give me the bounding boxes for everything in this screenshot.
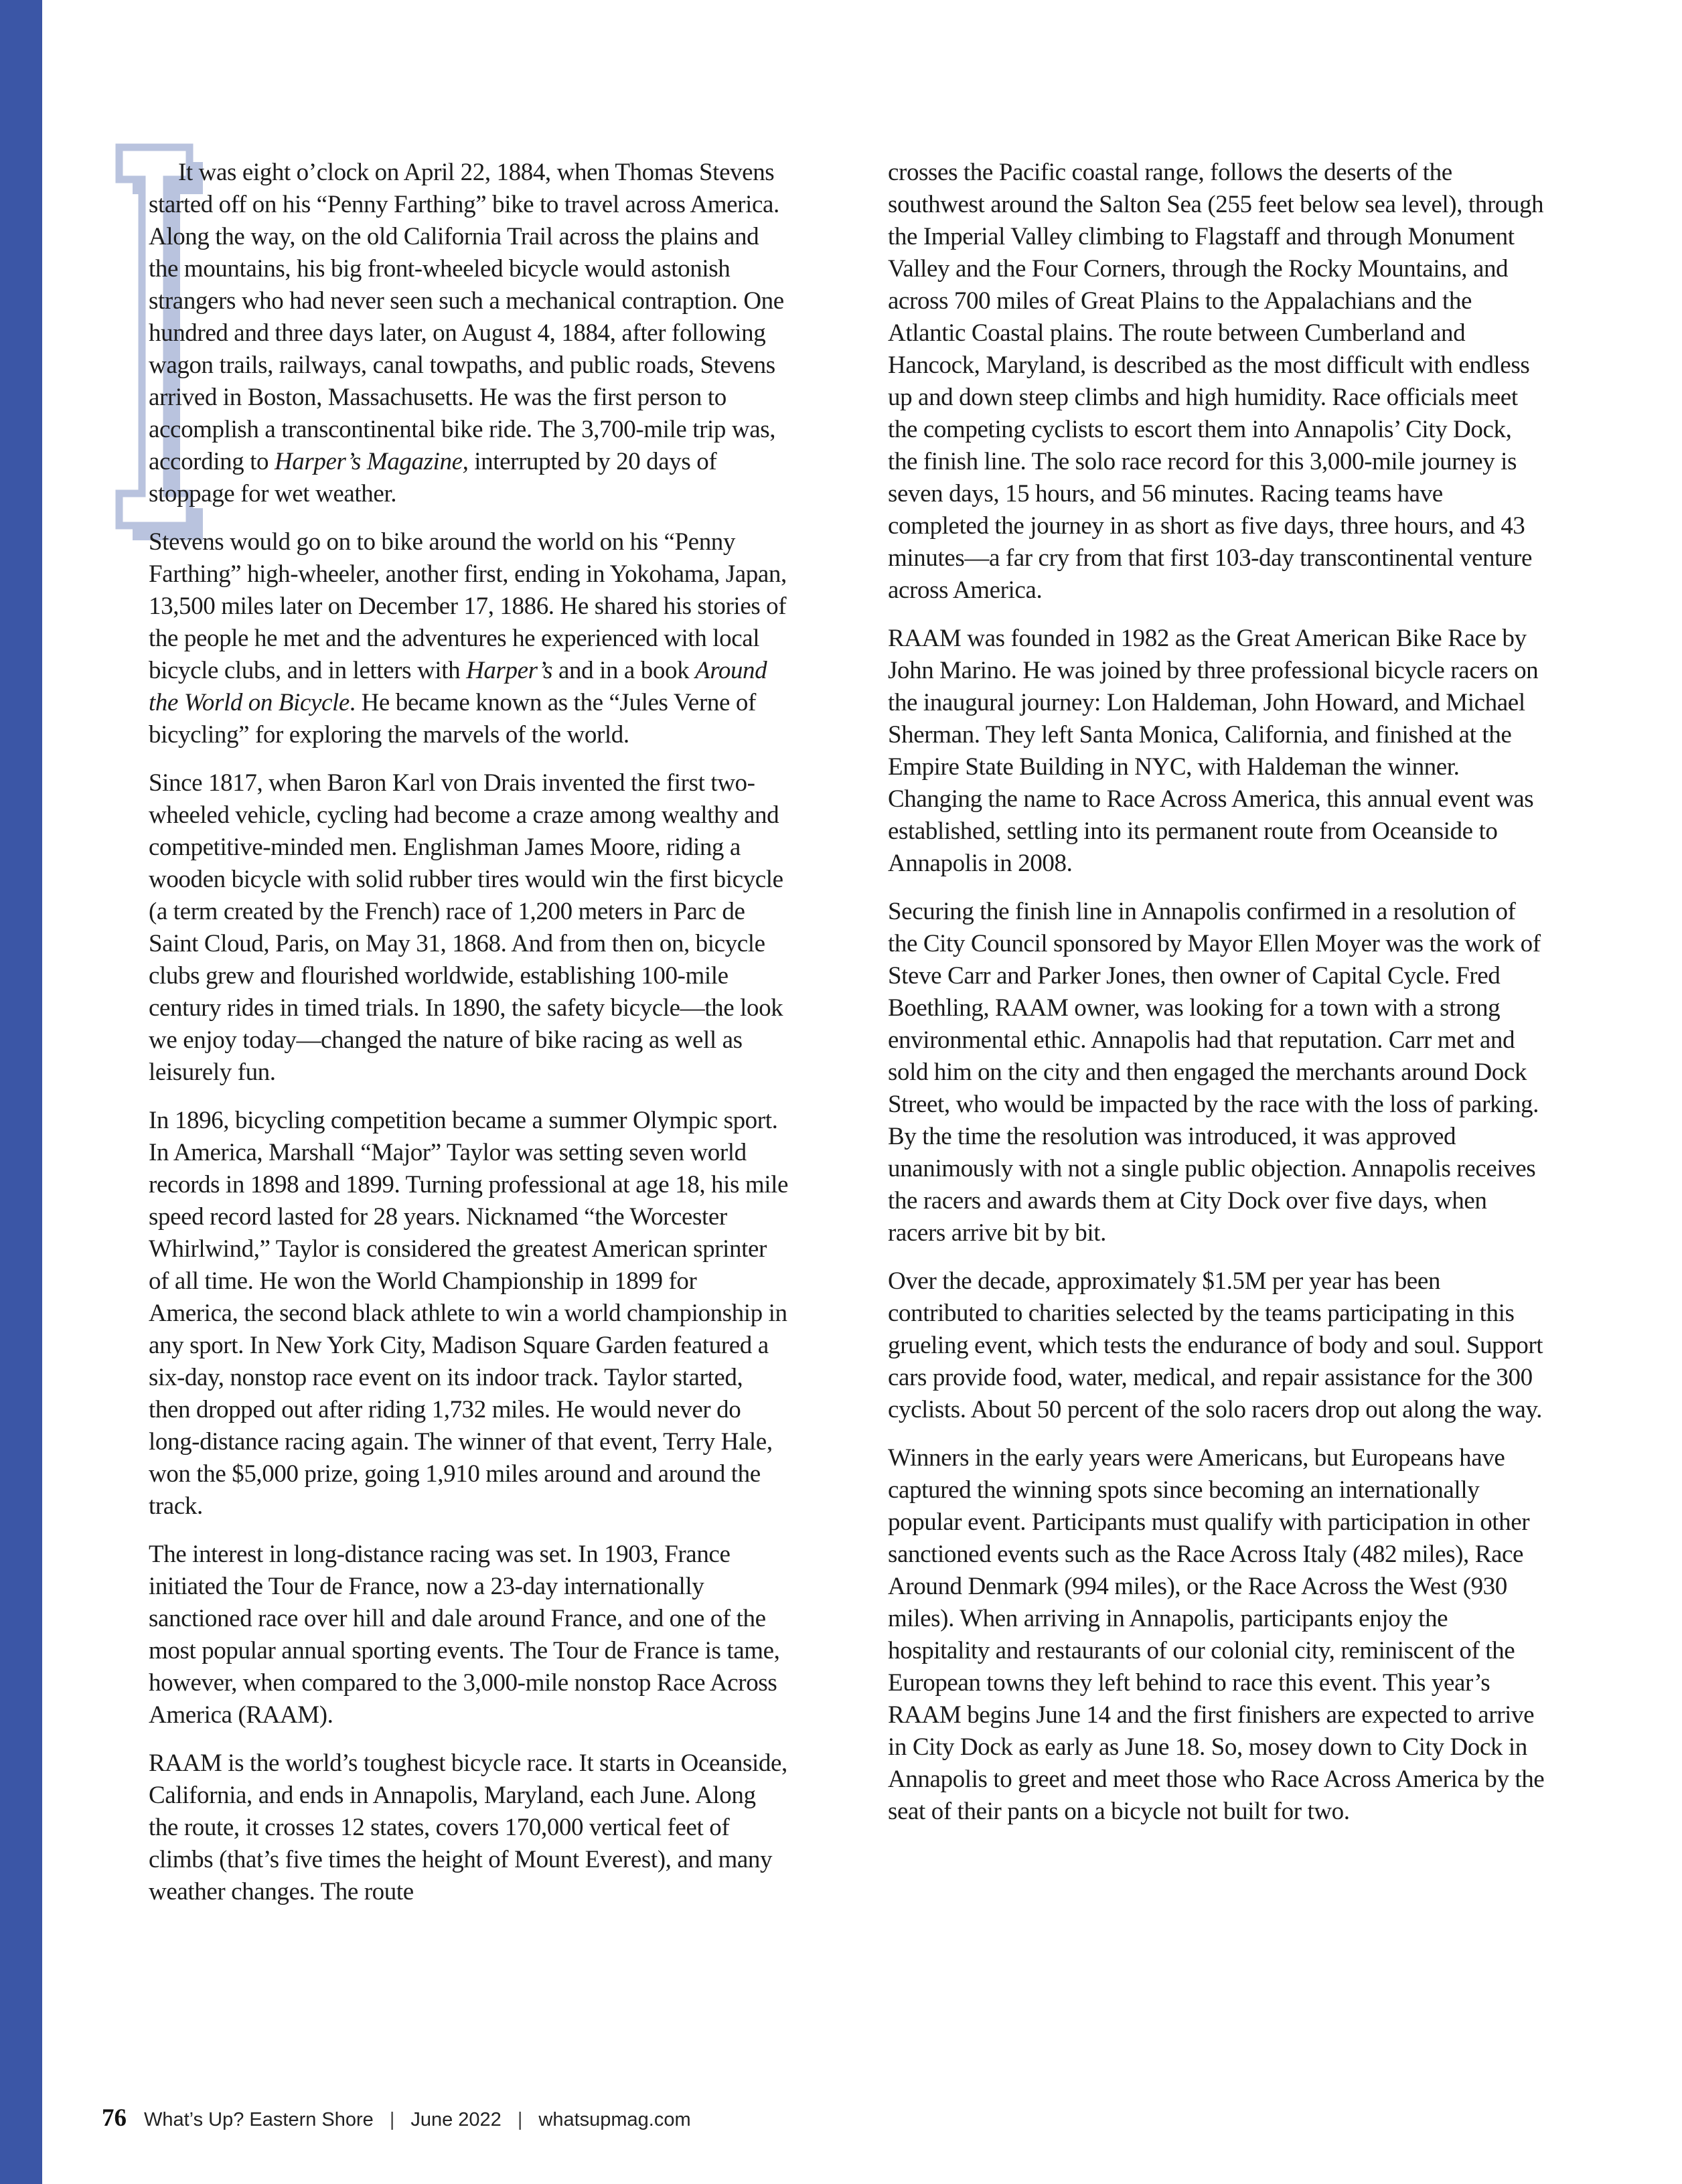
column-right (888, 157, 1547, 1924)
body-paragraph (888, 1265, 1547, 1426)
text-run: Stevens would go on to bike around the world on his “Penny Farthing” high-wheeler, another first, ending in Yokohama, Japan, 13,500 miles later on December 17, 1886. He shared his stories of the people he met and the adventures he experienced with local bicycle clubs, and in letters with (149, 528, 787, 684)
body-paragraph (888, 623, 1547, 880)
footer-separator: | (517, 2109, 523, 2130)
column-left (149, 157, 790, 1924)
footer-issue-date: June 2022 (410, 2109, 502, 2130)
body-paragraph (149, 1539, 790, 1731)
page-number: 76 (102, 2104, 127, 2132)
text-run: . He became known as the “Jules Verne of bicycling” for exploring the marvels of the world. (149, 689, 756, 749)
body-paragraph (149, 1747, 790, 1908)
text-run: Securing the finish line in Annapolis confirmed in a resolution of the City Council sponsored by Mayor Ellen Moyer was the work of Steve Carr and Parker Jones, then owner of Capital Cycle. Fred Boethling, RAAM owner, was looking for a town with a strong environmental ethic. Annapolis had that reputation. Carr met and sold him on the city and then engaged the merchants around Dock Street, who would be impacted by the race with the loss of parking. By the time the resolution was introduced, it was approved unanimously with not a single public objection. Annapolis receives the racers and awards them at City Dock over five days, when racers arrive bit by bit. (888, 898, 1541, 1247)
italic-run: Harper’s Magazine, (274, 448, 469, 475)
footer-separator: | (389, 2109, 395, 2130)
body-paragraph (149, 1105, 790, 1523)
article-body (149, 157, 1547, 1924)
body-paragraph (888, 1442, 1547, 1828)
footer-magazine-title: What’s Up? Eastern Shore (144, 2109, 374, 2130)
text-run: Winners in the early years were Americans, but Europeans have captured the winning spots since becoming an internationally popular event. Participants must qualify with participation in other sanctioned events such as the Race Across Italy (482 miles), Race Around Denmark (994 miles), or the Race Across the West (930 miles). When arriving in Annapolis, participants enjoy the hospitality and restaurants of our colonial city, reminiscent of the European towns they left behind to race this event. This year’s RAAM begins June 14 and the first finishers are expected to arrive in City Dock as early as June 18. So, mosey down to City Dock in Annapolis to greet and meet those who Race Across America by the seat of their pants on a bicycle not built for two. (888, 1444, 1545, 1825)
text-run: crosses the Pacific coastal range, follows the deserts of the southwest around the Salton Sea (255 feet below sea level), through the Imperial Valley climbing to Flagstaff and through Monument Valley and the Four Corners, through the Rocky Mountains, and across 700 miles of Great Plains to the Appalachians and the Atlantic Coastal plains. The route between Cumberland and Hancock, Maryland, is described as the most difficult with endless up and down steep climbs and high humidity. Race officials meet the competing cyclists to escort them into Annapolis’ City Dock, the finish line. The solo race record for this 3,000-mile journey is seven days, 15 hours, and 56 minutes. Racing teams have completed the journey in as short as five days, three hours, and 43 minutes—a far cry from that first 103-day transcontinental venture across America. (888, 159, 1544, 604)
text-run: interrupted by 20 days of stoppage for wet weather. (149, 448, 717, 508)
text-run: Since 1817, when Baron Karl von Drais invented the first two-wheeled vehicle, cycling had become a craze among wealthy and competitive-minded men. Englishman James Moore, riding a wooden bicycle with solid rubber tires would win the first bicycle (a term created by the French) race of 1,200 meters in Parc de Saint Cloud, Paris, on May 31, 1868. And from then on, bicycle clubs grew and flourished worldwide, establishing 100-mile century rides in timed trials. In 1890, the safety bicycle—the look we enjoy today—changed the nature of bike racing as well as leisurely fun. (149, 769, 783, 1086)
body-paragraph (149, 526, 790, 751)
text-run: Over the decade, approximately $1.5M per year has been contributed to charities selected by the teams participating in this grueling event, which tests the endurance of body and soul. Support cars provide food, water, medical, and repair assistance for the 300 cyclists. About 50 percent of the solo racers drop out along the way. (888, 1267, 1543, 1423)
body-paragraph (149, 157, 790, 510)
text-run: RAAM was founded in 1982 as the Great American Bike Race by John Marino. He was joined by three professional bicycle racers on the inaugural journey: Lon Haldeman, John Howard, and Michael Sherman. They left Santa Monica, California, and finished at the Empire State Building in NYC, with Haldeman the winner. Changing the name to Race Across America, this annual event was established, settling into its permanent route from Oceanside to Annapolis in 2008. (888, 625, 1539, 877)
text-run: In 1896, bicycling competition became a summer Olympic sport. In America, Marshall “Major” Taylor was setting seven world records in 1898 and 1899. Turning professional at age 18, his mile speed record lasted for 28 years. Nicknamed “the Worcester Whirlwind,” Taylor is considered the greatest American sprinter of all time. He won the World Championship in 1899 for America, the second black athlete to win a world championship in any sport. In New York City, Madison Square Garden featured a six-day, nonstop race event on its indoor track. Taylor started, then dropped out after riding 1,732 miles. He would never do long-distance racing again. The winner of that event, Terry Hale, won the $5,000 prize, going 1,910 miles around and around the track. (149, 1107, 789, 1520)
left-accent-bar (0, 0, 42, 2184)
page-footer (102, 2104, 691, 2132)
footer-website: whatsupmag.com (538, 2109, 691, 2130)
body-paragraph (888, 896, 1547, 1249)
text-run: The interest in long-distance racing was set. In 1903, France initiated the Tour de France, now a 23-day internationally sanctioned race over hill and dale around France, and one of the most popular annual sporting events. The Tour de France is tame, however, when compared to the 3,000-mile nonstop Race Across America (RAAM). (149, 1541, 780, 1729)
text-run: and in a book (552, 657, 696, 684)
italic-run: Around the World on Bicycle (149, 657, 767, 716)
italic-run: Harper’s (466, 657, 553, 684)
text-run: It was eight o’clock on April 22, 1884, when Thomas Stevens started off on his “Penny Farthing” bike to travel across America. Along the way, on the old California Trail across the plains and the mountains, his big front-wheeled bicycle would astonish strangers who had never seen such a mechanical contraption. One hundred and three days later, on August 4, 1884, after following wagon trails, railways, canal towpaths, and public roads, Stevens arrived in Boston, Massachusetts. He was the first person to accomplish a transcontinental bike ride. The 3,700-mile trip was, according to (149, 159, 784, 475)
body-paragraph (149, 767, 790, 1089)
body-paragraph (888, 157, 1547, 607)
text-run: RAAM is the world’s toughest bicycle race. It starts in Oceanside, California, and ends in Annapolis, Maryland, each June. Along the route, it crosses 12 states, covers 170,000 vertical feet of climbs (that’s five times the height of Mount Everest), and many weather changes. The route (149, 1749, 787, 1905)
